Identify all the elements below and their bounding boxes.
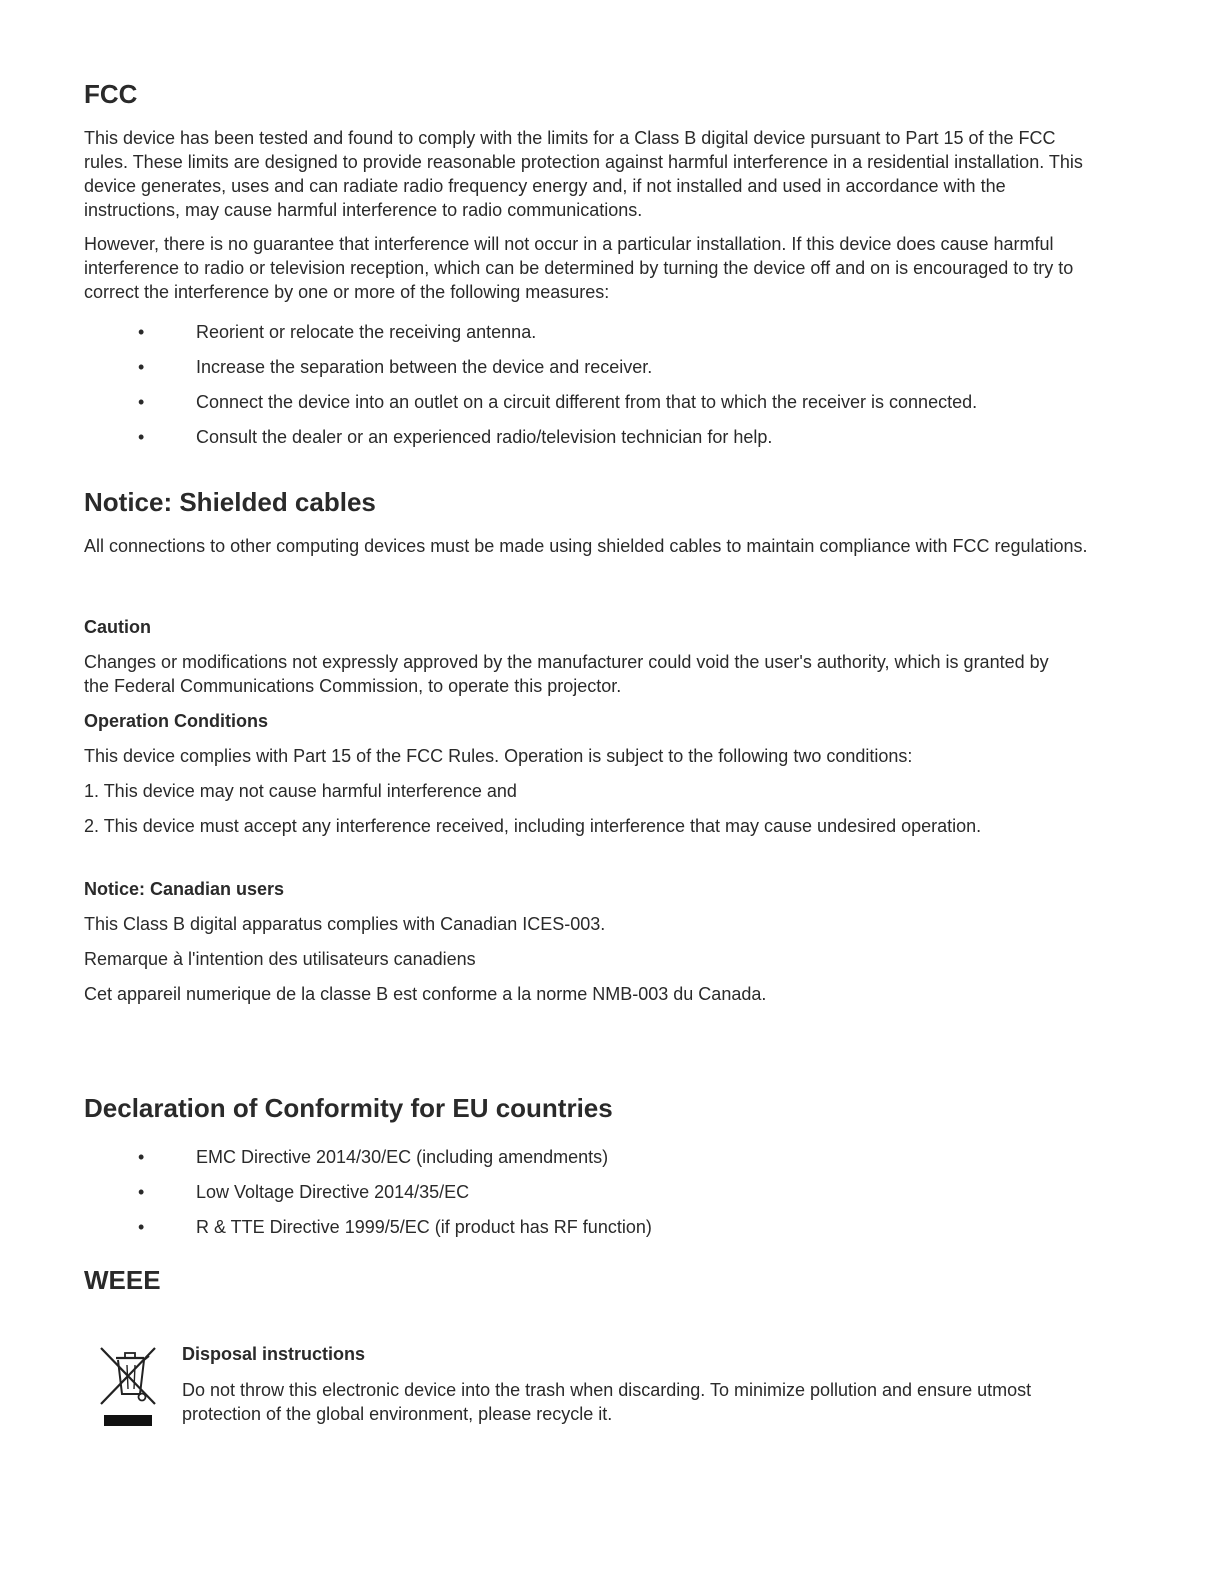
bullet-icon: •: [138, 427, 145, 447]
fcc-bullet-text: Reorient or relocate the receiving antenna.: [196, 322, 537, 342]
operation-condition-1: 1. This device may not cause harmful interference and: [84, 781, 517, 801]
fcc-paragraph-1: This device has been tested and found to comply with the limits for a Class B digital device pursuant to Part 15 of the FCC rules. These limits are designed to provide reasonable protection against harmful interference in a residential installation. This device generates, uses and can radiate radio frequency energy and, if not installed and used in accordance with the instructions, may cause harmful interference to radio communications.: [84, 128, 1083, 220]
operation-condition-2: 2. This device must accept any interference received, including interference that may cause undesired operation.: [84, 816, 982, 836]
disposal-instructions-paragraph: Do not throw this electronic device into the trash when discarding. To minimize pollution and ensure utmost protection of the global environment, please recycle it.: [182, 1380, 1032, 1424]
disposal-instructions-heading: Disposal instructions: [182, 1344, 366, 1364]
fcc-bullet-text: Consult the dealer or an experienced radio/television technician for help.: [196, 427, 773, 447]
fcc-bullet-item: [84, 355, 1140, 379]
bullet-icon: •: [138, 322, 145, 342]
weee-heading: WEEE: [84, 1265, 161, 1295]
shielded-cables-heading: Notice: Shielded cables: [84, 487, 376, 517]
bullet-icon: •: [138, 1217, 145, 1237]
operation-intro: This device complies with Part 15 of the FCC Rules. Operation is subject to the following two conditions:: [84, 746, 913, 766]
fcc-paragraph-2: However, there is no guarantee that interference will not occur in a particular installation. If this device does cause harmful interference to radio or television reception, which can be determined by turning the device off and on is encouraged to try to correct the interference by one or more of the following measures:: [84, 234, 1074, 302]
eu-conformity-heading: Declaration of Conformity for EU countries: [84, 1093, 613, 1123]
fcc-bullet-item: [84, 320, 1140, 344]
eu-bullet-item: [84, 1215, 1140, 1239]
crossed-out-wheelie-bin-icon: [98, 1344, 160, 1430]
bullet-icon: •: [138, 357, 145, 377]
fcc-bullet-text: Connect the device into an outlet on a circuit different from that to which the receiver is connected.: [196, 392, 978, 412]
caution-heading: Caution: [84, 617, 151, 637]
canadian-line-3: Cet appareil numerique de la classe B est conforme a la norme NMB-003 du Canada.: [84, 984, 767, 1004]
bullet-icon: •: [138, 392, 145, 412]
eu-bullet-item: [84, 1145, 1140, 1169]
operation-conditions-heading: Operation Conditions: [84, 711, 268, 731]
fcc-bullet-item: [84, 425, 1140, 449]
caution-paragraph: Changes or modifications not expressly approved by the manufacturer could void the user's authority, which is granted by the Federal Communications Commission, to operate this projector.: [84, 652, 1049, 696]
fcc-bullet-item: [84, 390, 1140, 414]
eu-bullet-text: R & TTE Directive 1999/5/EC (if product has RF function): [196, 1217, 652, 1237]
eu-bullet-text: Low Voltage Directive 2014/35/EC: [196, 1182, 470, 1202]
canadian-line-1: This Class B digital apparatus complies with Canadian ICES-003.: [84, 914, 606, 934]
fcc-bullet-text: Increase the separation between the device and receiver.: [196, 357, 653, 377]
canadian-users-heading: Notice: Canadian users: [84, 879, 285, 899]
canadian-line-2: Remarque à l'intention des utilisateurs canadiens: [84, 949, 476, 969]
bullet-icon: •: [138, 1147, 145, 1167]
fcc-heading: FCC: [84, 79, 138, 109]
shielded-cables-paragraph: All connections to other computing devices must be made using shielded cables to maintain compliance with FCC regulations.: [84, 536, 1088, 556]
eu-bullet-item: [84, 1180, 1140, 1204]
eu-bullet-text: EMC Directive 2014/30/EC (including amendments): [196, 1147, 609, 1167]
bullet-icon: •: [138, 1182, 145, 1202]
